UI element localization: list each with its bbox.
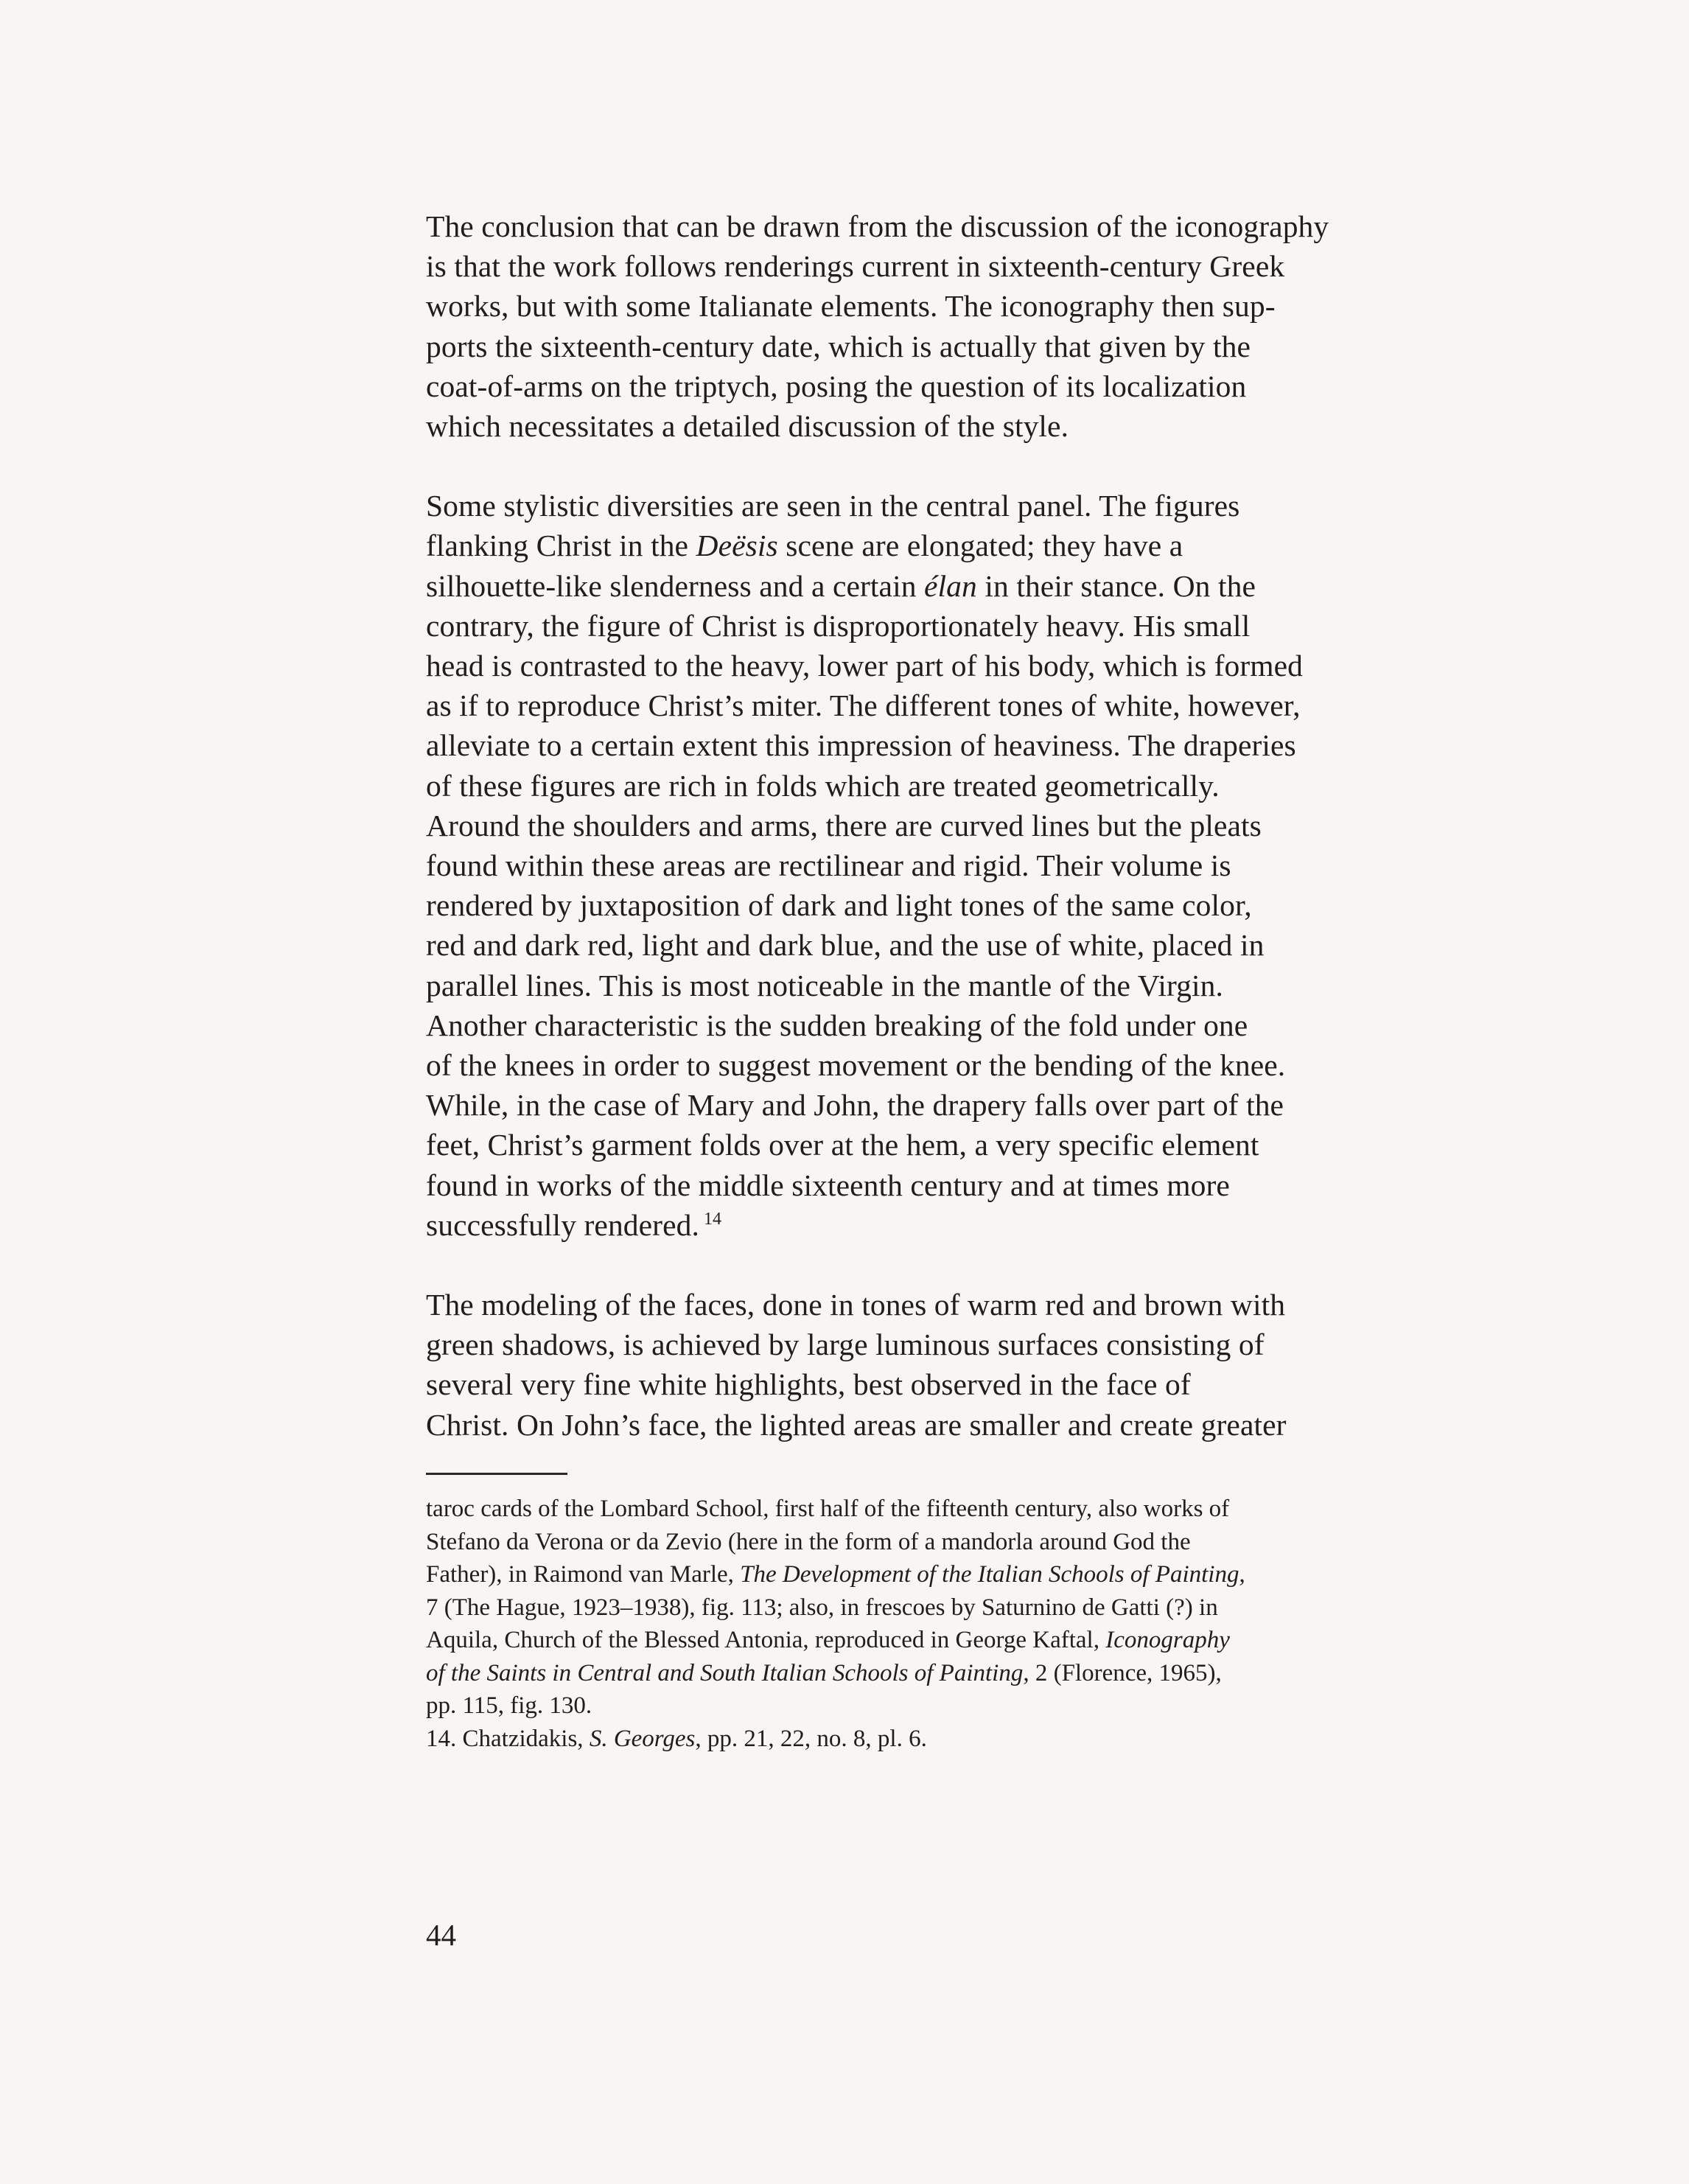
- italic-title: Deësis: [696, 528, 778, 563]
- text-line: pp. 115, fig. 130.: [426, 1692, 592, 1719]
- text-line: is that the work follows renderings current in sixteenth-century Greek: [426, 249, 1285, 284]
- paragraph-gap: [426, 446, 1502, 486]
- text-line: While, in the case of Mary and John, the drapery falls over part of the: [426, 1088, 1284, 1123]
- text-line: parallel lines. This is most noticeable in the mantle of the Virgin.: [426, 968, 1223, 1002]
- text-run: flanking Christ in the: [426, 528, 696, 563]
- paragraph-gap: [426, 1245, 1502, 1285]
- footnote-divider: [426, 1473, 567, 1475]
- text-run: Father), in Raimond van Marle,: [426, 1561, 741, 1588]
- text-run: 14. Chatzidakis,: [426, 1725, 590, 1752]
- text-line: of the knees in order to suggest movement or the bending of the knee.: [426, 1048, 1286, 1083]
- italic-title: Iconography: [1105, 1627, 1230, 1653]
- italic-title: élan: [924, 568, 977, 603]
- text-line: [426, 566, 1502, 606]
- text-run: silhouette-like slenderness and a certain: [426, 568, 925, 603]
- text-line: Another characteristic is the sudden breaking of the fold under one: [426, 1008, 1248, 1042]
- text-line: [426, 1205, 1502, 1245]
- text-line: ports the sixteenth-century date, which is actually that given by the: [426, 329, 1251, 363]
- text-run: ,: [1239, 1561, 1245, 1588]
- text-line: [426, 526, 1502, 565]
- text-line: [426, 1624, 1502, 1657]
- text-line: The modeling of the faces, done in tones of warm red and brown with: [426, 1288, 1286, 1322]
- footnotes: [426, 1493, 1502, 1755]
- footnote-reference: 14: [703, 1210, 722, 1229]
- text-line: as if to reproduce Christ’s miter. The different tones of white, however,: [426, 688, 1301, 723]
- text-line: head is contrasted to the heavy, lower part of his body, which is formed: [426, 649, 1304, 683]
- main-text: [426, 206, 1502, 1445]
- text-run: Aquila, Church of the Blessed Antonia, reproduced in George Kaftal,: [426, 1627, 1106, 1653]
- text-line: red and dark red, light and dark blue, and the use of white, placed in: [426, 928, 1265, 963]
- text-run: successfully rendered.: [426, 1207, 699, 1242]
- text-line: Stefano da Verona or da Zevio (here in the form of a mandorla around God the: [426, 1528, 1191, 1555]
- text-line: feet, Christ’s garment folds over at the hem, a very specific element: [426, 1128, 1259, 1162]
- text-line: coat-of-arms on the triptych, posing the question of its localization: [426, 369, 1247, 403]
- paragraph: [426, 1285, 1502, 1445]
- text-run: , 2 (Florence, 1965),: [1023, 1659, 1222, 1686]
- text-line: of these figures are rich in folds which are treated geometrically.: [426, 768, 1220, 803]
- paragraph: [426, 206, 1502, 446]
- text-line: which necessitates a detailed discussion of the style.: [426, 409, 1069, 444]
- text-line: The conclusion that can be drawn from the discussion of the iconography: [426, 209, 1329, 243]
- text-line: Christ. On John’s face, the lighted areas are smaller and create greater: [426, 1407, 1287, 1442]
- text-run: scene are elongated; they have a: [777, 528, 1183, 563]
- italic-title: of the Saints in Central and South Italian Schools of Painting: [426, 1659, 1024, 1686]
- text-line: [426, 1723, 1502, 1756]
- text-line: 7 (The Hague, 1923–1938), fig. 113; also, in frescoes by Saturnino de Gatti (?) in: [426, 1594, 1218, 1621]
- italic-title: S. Georges: [589, 1725, 696, 1752]
- text-line: found in works of the middle sixteenth century and at times more: [426, 1168, 1230, 1202]
- text-line: alleviate to a certain extent this impression of heaviness. The draperies: [426, 728, 1296, 763]
- text-line: Some stylistic diversities are seen in the central panel. The figures: [426, 489, 1240, 523]
- text-run: , pp. 21, 22, no. 8, pl. 6.: [695, 1725, 927, 1752]
- page-number: 44: [426, 1918, 456, 1952]
- text-line: taroc cards of the Lombard School, first half of the fifteenth century, also works of: [426, 1496, 1230, 1522]
- italic-title: The Development of the Italian Schools of Painting: [740, 1561, 1239, 1588]
- paragraph: [426, 486, 1502, 1245]
- text-line: green shadows, is achieved by large luminous surfaces consisting of: [426, 1328, 1265, 1362]
- text-line: [426, 1558, 1502, 1591]
- text-line: works, but with some Italianate elements. The iconography then sup-: [426, 289, 1276, 324]
- text-run: in their stance. On the: [976, 568, 1256, 603]
- text-line: contrary, the figure of Christ is disproportionately heavy. His small: [426, 608, 1251, 643]
- text-line: several very fine white highlights, best observed in the face of: [426, 1367, 1191, 1402]
- text-line: Around the shoulders and arms, there are curved lines but the pleats: [426, 808, 1262, 842]
- text-line: [426, 1657, 1502, 1690]
- text-line: found within these areas are rectilinear and rigid. Their volume is: [426, 848, 1231, 883]
- text-line: rendered by juxtaposition of dark and light tones of the same color,: [426, 888, 1252, 923]
